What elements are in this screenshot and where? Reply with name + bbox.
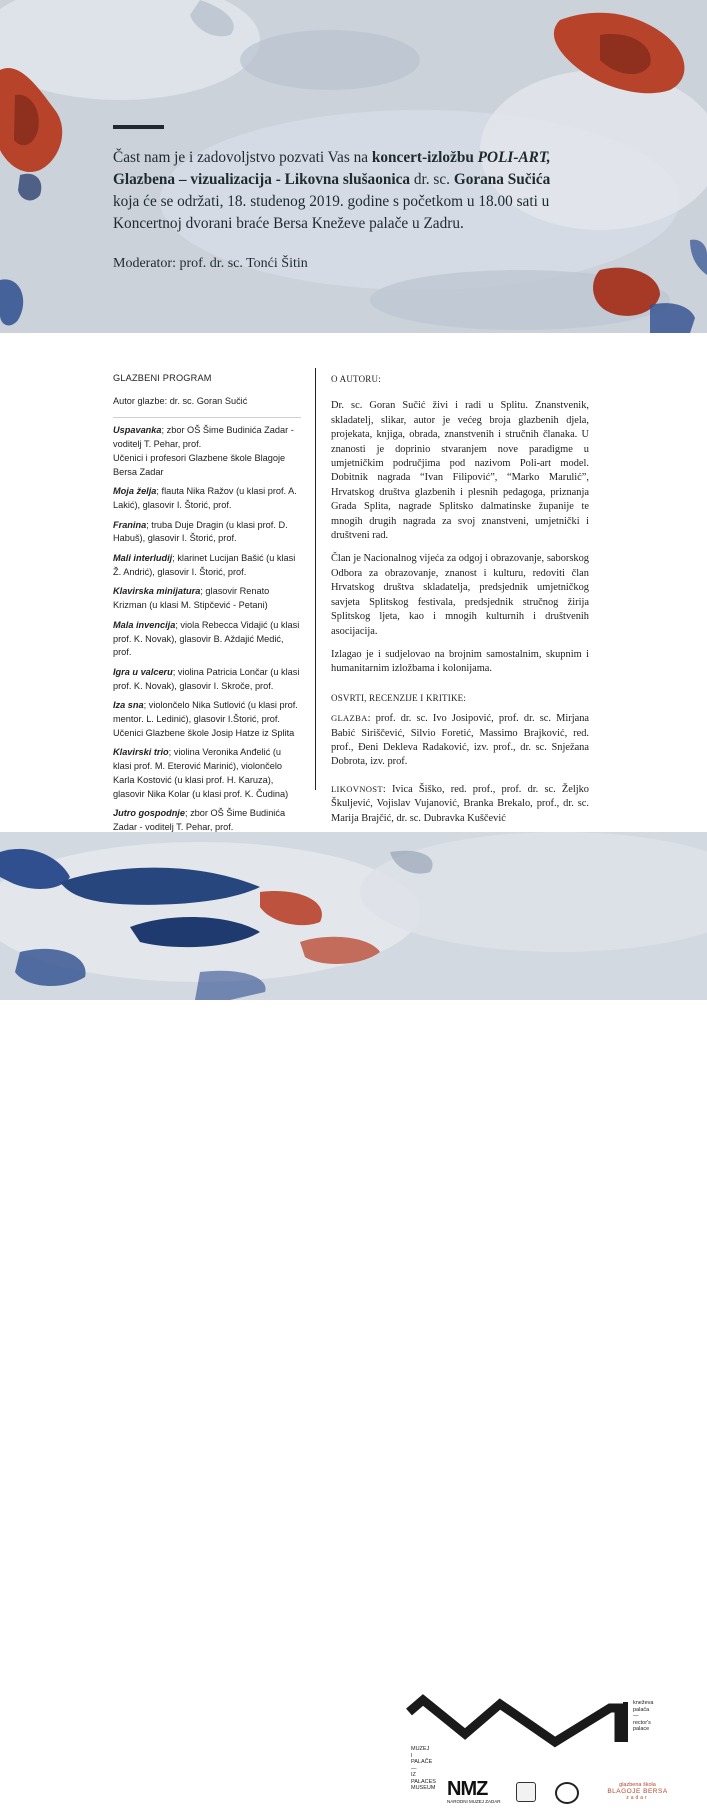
program-item bbox=[113, 666, 301, 693]
program-item-title: Igra u valceru bbox=[113, 666, 173, 677]
music-reviews bbox=[331, 711, 589, 770]
rectors-palace-text: kneževa palača — rector's palace bbox=[633, 1700, 654, 1732]
title-prefix: dr. sc. bbox=[410, 171, 454, 188]
program-item bbox=[113, 807, 301, 834]
event-name: koncert-izložbu bbox=[371, 149, 478, 166]
program-item bbox=[113, 519, 301, 546]
program-item-text: ; violončelo Nika Sutlović (u klasi prof. mentor. L. Ledinić), glasovir I.Štorić, prof. Učenici Glazbene škole Josip Hatze iz Splita bbox=[113, 700, 298, 738]
music-program bbox=[113, 372, 301, 841]
program-item-text: ; violina Veronika Anđelić (u klasi prof. M. Eterović Marinić), violončelo Karla Kostović (u klasi prof. H. Karuza), glasovir Nika Kolar (u klasi prof. K. Čudina) bbox=[113, 747, 289, 799]
about-paragraph: Dr. sc. Goran Sučić živi i radi u Splitu. Znanstvenik, skladatelj, slikar, autor je većeg broja glazbenih djela, projekata, knjiga, obrada, znanstvenih i stručnih članaka. U znanosti je doprinio stvaranjem nove paradigme u umjetničkim područjima pod nazivom Poli-art model. Dobitnik nagrada “Ivan Filipović”, “Marko Marulić”, Hrvatskog društva glazbenih i plesnih pedagoga, priznanja Grada Splita, nagrade Splitsko dalmatinske županije te mnogih drugih nagrada za svoj znanstveni, umjetnički i društveni rad. bbox=[331, 400, 589, 542]
art-label: LIKOVNOST bbox=[331, 783, 383, 794]
about-author bbox=[331, 372, 589, 835]
program-item-title: Uspavanka bbox=[113, 425, 162, 436]
program-separator bbox=[113, 417, 301, 418]
music-school-logo bbox=[595, 1782, 680, 1801]
school-line2: BLAGOJE BERSA bbox=[607, 1788, 668, 1795]
program-item bbox=[113, 619, 301, 660]
program-item-text: ; viola Rebecca Vidajić (u klasi prof. K. Novak), glasovir B. Aždajić Medić, prof. bbox=[113, 619, 300, 658]
event-details: koja će se održati, 18. studenog 2019. godine s početkom u 18.00 sati u Koncertnoj dvorani braće Bersa Kneževe palače u Zadru. bbox=[113, 193, 550, 232]
program-heading: GLAZBENI PROGRAM bbox=[113, 373, 212, 383]
program-item bbox=[113, 424, 301, 479]
nmz-caption: NARODNI MUZEJ ZADAR bbox=[447, 1799, 501, 1804]
school-line1: glazbena škola bbox=[619, 1782, 656, 1788]
footer-painting bbox=[0, 832, 707, 1804]
program-item-text: ; flauta Nika Ražov (u klasi prof. A. Lakić), glasovir I. Štorić, prof. bbox=[113, 486, 297, 510]
art-reviews bbox=[331, 782, 589, 826]
invitation-part1: Čast nam je i zadovoljstvo pozvati Vas na bbox=[113, 149, 372, 166]
about-heading: O AUTORU: bbox=[331, 374, 381, 384]
reviews-heading: OSVRTI, RECENZIJE I KRITIKE: bbox=[331, 692, 467, 703]
city-crest-icon bbox=[555, 1782, 579, 1804]
program-item bbox=[113, 585, 301, 612]
program-item-title: Franina bbox=[113, 519, 147, 530]
event-name-italic: POLI-ART, bbox=[477, 149, 551, 166]
program-item-title: Klavirska minijatura bbox=[113, 586, 201, 597]
program-author: Autor glazbe: dr. sc. Goran Sučić bbox=[113, 395, 248, 406]
county-crest-icon bbox=[516, 1782, 536, 1802]
invitation-text bbox=[113, 147, 613, 235]
school-line3: zadar bbox=[626, 1795, 649, 1801]
music-label: GLAZBA bbox=[331, 713, 368, 724]
music-reviewers: : prof. dr. sc. Ivo Josipović, prof. dr. sc. Mirjana Babić Siriščević, Silvio Foretić, Massimo Brajković, red. prof., Đeni Dekleva Radaković, izv. prof., dr. sc. Snježana Dobrota, izv. prof. bbox=[331, 713, 589, 768]
abstract-painting-bottom bbox=[0, 832, 707, 1000]
logo-area bbox=[405, 1694, 685, 1812]
program-item-text: ; zbor OŠ Šime Budinića Zadar - voditelj T. Pehar, prof. Učenici i profesori Glazbene škole Blagoje Bersa Zadar bbox=[113, 425, 294, 477]
program-item bbox=[113, 552, 301, 579]
program-list bbox=[113, 424, 301, 834]
art-reviewers: : Ivica Šiško, red. prof., prof. dr. sc. Željko Škuljević, Vojislav Vujanović, Branka Brekalo, prof., dr. sc. Marija Brajčić, dr. sc. Dubravka Kuščević bbox=[331, 783, 589, 824]
program-item-title: Mala invencija bbox=[113, 619, 176, 630]
person-name: Gorana Sučića bbox=[453, 171, 551, 188]
program-item-text: ; klarinet Lucijan Bašić (u klasi Ž. Andrić), glasovir I. Štorić, prof. bbox=[113, 553, 296, 577]
column-divider bbox=[315, 368, 316, 790]
program-item-text: ; zbor OŠ Šime Budinića Zadar - voditelj T. Pehar, prof. bbox=[113, 808, 286, 832]
about-paragraph: Izlagao je i sudjelovao na brojnim samostalnim, skupnim i humanitarnim izložbama i kolonijama. bbox=[331, 648, 589, 675]
header-painting bbox=[0, 0, 707, 333]
event-subtitle: Glazbena – vizualizacija - Likovna slušaonica bbox=[113, 171, 411, 188]
nmz-logo bbox=[447, 1779, 501, 1804]
nmz-letters: NMZ bbox=[447, 1778, 488, 1800]
program-item-text: ; truba Duje Dragin (u klasi prof. D. Habuš), glasovir I. Štorić, prof. bbox=[113, 519, 288, 544]
program-item bbox=[113, 699, 301, 740]
palace-museum-text: MUZEJ I PALAČE — IZ PALACES MUSEUM bbox=[411, 1746, 436, 1791]
moderator-line: Moderator: prof. dr. sc. Tonći Šitin bbox=[113, 256, 308, 271]
program-item-text: ; violina Patricia Lončar (u klasi prof. K. Novak), glasovir I. Skroče, prof. bbox=[113, 666, 300, 691]
program-item-text: ; glasovir Renato Krizman (u klasi M. Stipčević - Petani) bbox=[113, 586, 270, 611]
program-item-title: Iza sna bbox=[113, 700, 144, 711]
program-item-title: Jutro gospodnje bbox=[113, 808, 185, 819]
program-item-title: Mali interludij bbox=[113, 553, 173, 564]
decorative-rule bbox=[113, 125, 164, 129]
program-item bbox=[113, 485, 301, 512]
program-item bbox=[113, 746, 301, 801]
program-item-title: Klavirski trio bbox=[113, 747, 169, 758]
about-paragraph: Član je Nacionalnog vijeća za odgoj i obrazovanje, saborskog Odbora za obrazovanje, znanost i kulturu, redoviti član Hrvatskog društva skladatelja, predsjednik umjetničkog savjeta Splitskog festivala, predsjednik stručnog žirija Splitskog ljeta, kao i mnogih kulturnih i društvenih asocijacija. bbox=[331, 553, 589, 637]
program-item-title: Moja želja bbox=[113, 486, 157, 497]
